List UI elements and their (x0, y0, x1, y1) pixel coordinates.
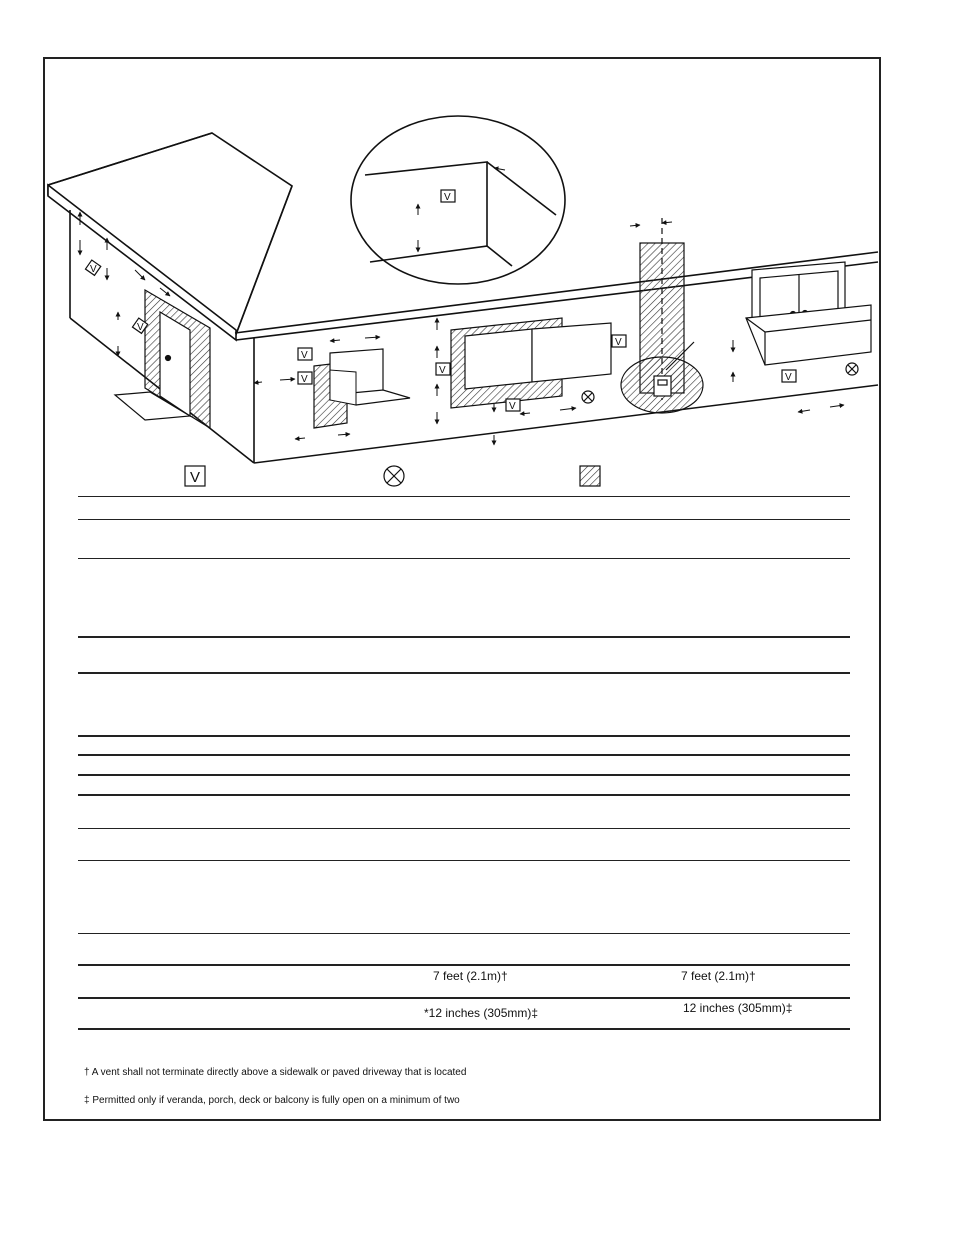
table-rule (78, 754, 850, 756)
us-clearance-cell: 7 feet (2.1m)† (681, 969, 756, 983)
svg-text:V: V (785, 372, 792, 383)
vent-clearance-illustration (0, 0, 954, 500)
canadian-clearance-cell: *12 inches (305mm)‡ (424, 1006, 539, 1020)
table-rule (78, 933, 850, 934)
detail-circle (351, 116, 565, 284)
meter-restricted-area (621, 218, 703, 413)
table-rule (78, 997, 850, 999)
table-rule (78, 636, 850, 638)
table-rule (78, 1028, 850, 1030)
svg-text:V: V (509, 401, 516, 412)
svg-text:V: V (439, 365, 446, 376)
table-rule (78, 672, 850, 674)
table-rule (78, 558, 850, 559)
table-rule (78, 519, 850, 520)
restricted-area-legend-icon (580, 466, 600, 486)
table-rule (78, 828, 850, 829)
canadian-clearance-cell: 7 feet (2.1m)† (433, 969, 508, 983)
door-restricted-area (115, 290, 210, 428)
footnote-dagger: † A vent shall not terminate directly above a sidewalk or paved driveway that is located (84, 1067, 467, 1078)
table-rule (78, 496, 850, 497)
us-clearance-cell: 12 inches (305mm)‡ (683, 1001, 793, 1015)
footnote-double-dagger: ‡ Permitted only if veranda, porch, deck or balcony is fully open on a minimum of two (84, 1095, 460, 1106)
front-window-1 (298, 348, 410, 428)
svg-text:V: V (444, 192, 451, 203)
svg-text:V: V (137, 322, 144, 333)
front-window-2 (436, 318, 626, 412)
legend (185, 466, 600, 486)
table-rule (78, 860, 850, 861)
table-rule (78, 735, 850, 737)
svg-text:V: V (301, 374, 308, 385)
balcony (746, 262, 871, 383)
svg-text:V: V (615, 337, 622, 348)
table-rule (78, 794, 850, 796)
svg-text:V: V (301, 350, 308, 361)
left-wall-vents (85, 260, 147, 333)
table-rule (78, 964, 850, 966)
table-rule (78, 774, 850, 776)
svg-text:V: V (190, 469, 201, 486)
svg-text:V: V (90, 264, 97, 275)
